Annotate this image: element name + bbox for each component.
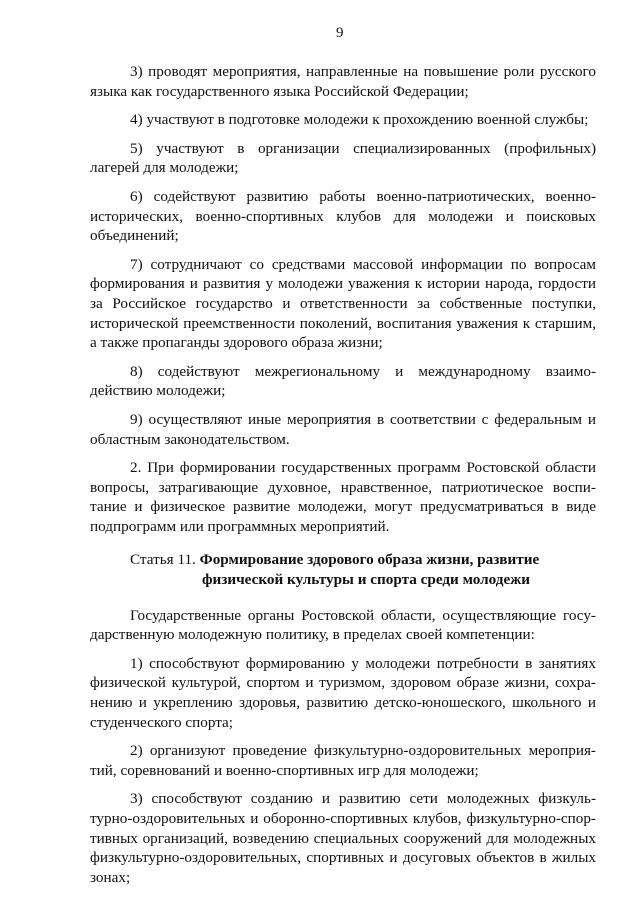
article-heading	[90, 550, 596, 589]
article-title-line2: физической культуры и спорта среди молодежи	[202, 571, 530, 589]
list-item-9: 9) осуществляют иные мероприятия в соответствии с федеральным и областным законодательством.	[90, 410, 596, 448]
list-item-8: 8) содействуют межрегиональному и международному взаимо-действию молодежи;	[90, 362, 596, 400]
list-item-3: 3) проводят мероприятия, направленные на повышение роли русского языка как государственного языка Российской Федерации;	[90, 63, 596, 100]
competence-item-3: 3) способствуют созданию и развитию сети молодежных физкуль-турно-оздоровительных и оборонно-спортивных клубов, физкультурно-спор-тивных организаций, возведению специальных сооружений для молодежных физкультурно-оздоровительных, спортивных и досуговых объектов в жилых зонах;	[90, 790, 596, 886]
competence-item-2: 2) организуют проведение физкультурно-оздоровительных мероприя-тий, соревнований и военно-спортивных игр для молодежи;	[90, 742, 596, 779]
list-item-6: 6) содействуют развитию работы военно-патриотических, военно-исторических, военно-спортивных клубов для молодежи и поисковых объединений;	[90, 187, 596, 245]
page-number: 9	[336, 25, 344, 41]
document-body	[90, 62, 596, 896]
article-intro: Государственные органы Ростовской области, осуществляющие госу-дарственную молодежную политику, в пределах своей компетенции:	[90, 606, 596, 644]
article-label: Статья 11.	[130, 551, 196, 569]
list-item-5: 5) участвуют в организации специализированных (профильных) лагерей для молодежи;	[90, 139, 596, 177]
list-item-4: 4) участвуют в подготовке молодежи к прохождению военной службы;	[130, 111, 589, 129]
article-title-line1: Формирование здорового образа жизни, развитие	[199, 551, 540, 569]
list-item-7: 7) сотрудничают со средствами массовой информации по вопросам формирования и развития у молодежи уважения к истории народа, гордости за Российское государство и ответственности за собственные поступки, исторической преемственности поколений, воспитания уважения к старшим, а также пропаганды здорового образа жизни;	[90, 255, 596, 352]
clause-2: 2. При формировании государственных программ Ростовской области вопросы, затрагивающие духовное, нравственное, патриотическое воспи-тание и физическое развитие молодежи, могут предусматриваться в виде подпрограмм или программных мероприятий.	[90, 459, 596, 535]
competence-item-1: 1) способствуют формированию у молодежи потребности в занятиях физической культурой, спортом и туризмом, здоровом образе жизни, сохра-нению и укреплению здоровья, развитию детско-юношеского, школьного и студенческого спорта;	[90, 654, 596, 731]
